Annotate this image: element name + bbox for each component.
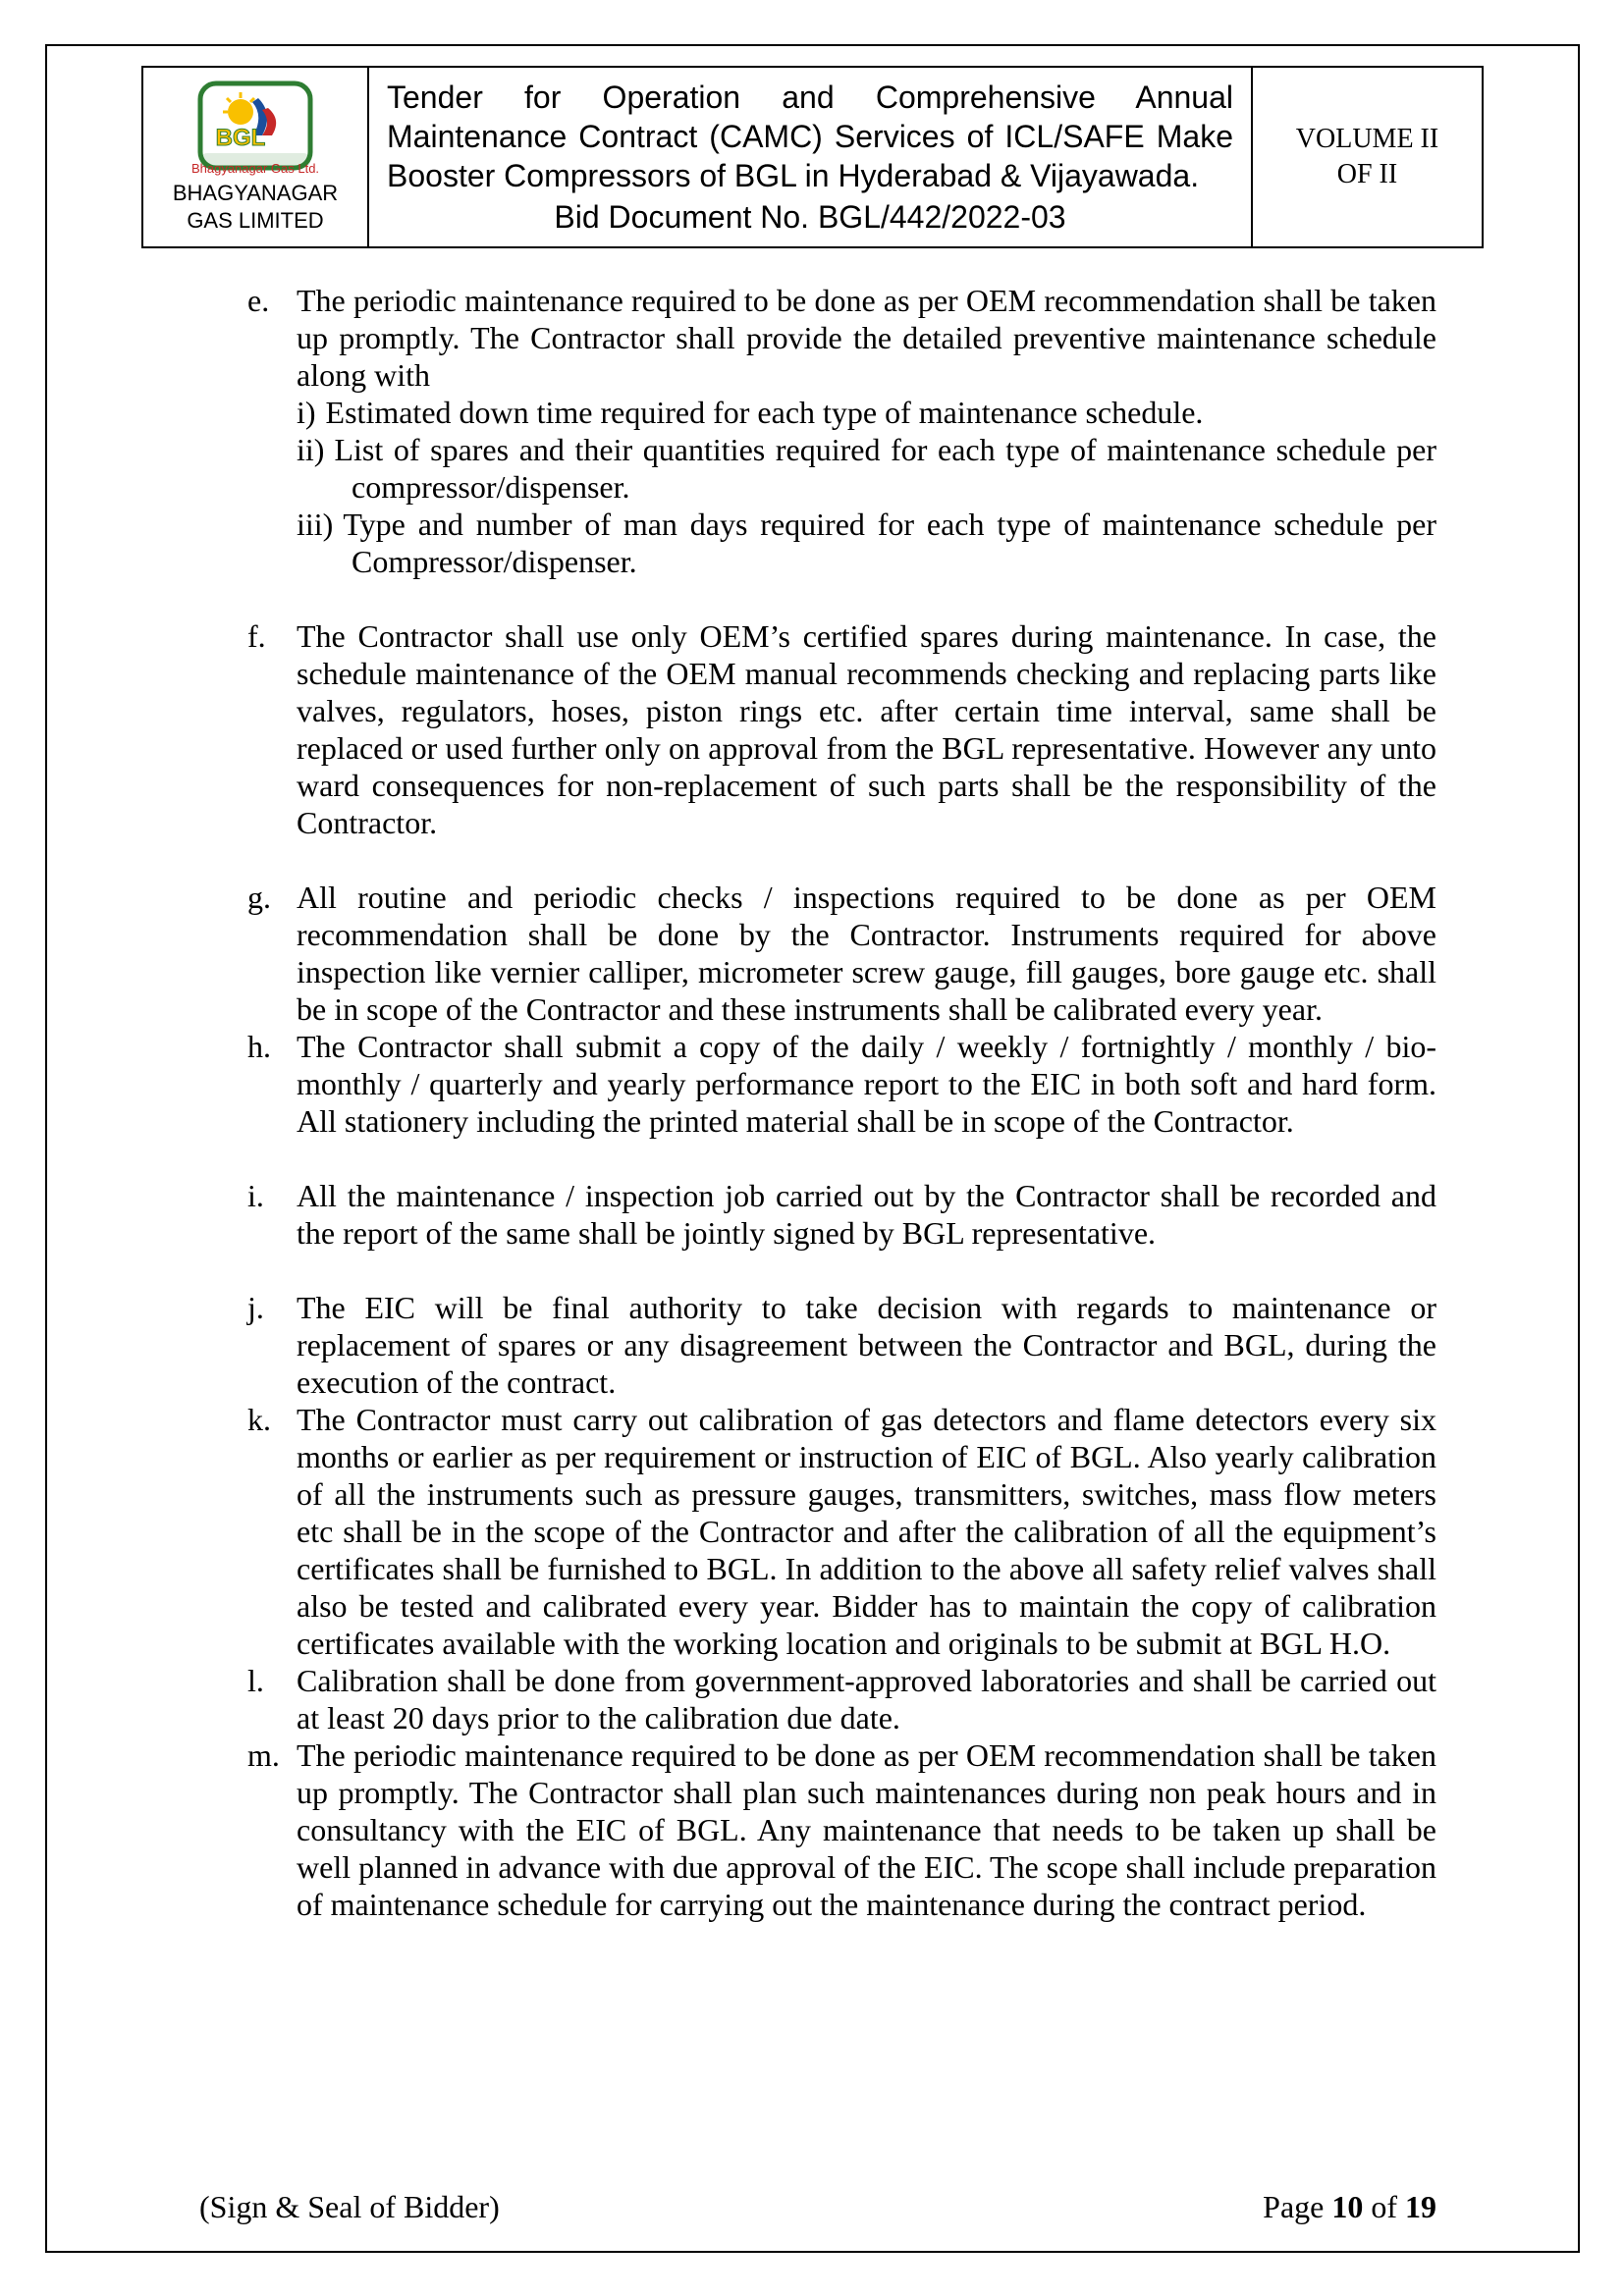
- clause-j: [247, 1289, 1436, 1401]
- clause-row: [247, 1401, 1436, 1662]
- subitem-i: [297, 394, 1436, 431]
- page-total: 19: [1405, 2189, 1436, 2224]
- page-number: 10: [1331, 2189, 1364, 2224]
- clause-label: k.: [247, 1402, 271, 1437]
- page-mid: of: [1363, 2189, 1405, 2224]
- clause-text: All the maintenance / inspection job carried out by the Contractor shall be recorded and the report of the same shall be jointly signed by BGL representative.: [297, 1178, 1436, 1251]
- clause-row: [247, 617, 1436, 841]
- clause-k: [247, 1401, 1436, 1662]
- svg-text:BGL: BGL: [215, 124, 266, 151]
- clause-row: [247, 1177, 1436, 1252]
- subitem-text: Estimated down time required for each type of maintenance schedule.: [325, 395, 1204, 430]
- clause-text: The Contractor must carry out calibration of gas detectors and flame detectors every six months or earlier as per requirement or instruction of EIC of BGL. Also yearly calibration of all the instruments such as pressure gauges, transmitters, switches, mass flow meters etc shall be in the scope of the Contractor and after the calibration of all the equipment’s certificates shall be furnished to BGL. In addition to the above all safety relief valves shall also be tested and calibrated every year. Bidder has to maintain the copy of calibration certificates available with the working location and originals to be submit at BGL H.O.: [297, 1402, 1436, 1661]
- clause-label: e.: [247, 283, 270, 318]
- page-footer: [199, 2188, 1436, 2225]
- clause-l: [247, 1662, 1436, 1736]
- clause-row: [247, 1662, 1436, 1736]
- clause-label: j.: [247, 1290, 264, 1325]
- clause-text: The Contractor shall submit a copy of the daily / weekly / fortnightly / monthly / bio-monthly / quarterly and yearly performance report to the EIC in both soft and hard form. All stationery including the printed material shall be in scope of the Contractor.: [297, 1029, 1436, 1139]
- subitem-iii: [297, 506, 1436, 580]
- clause-row: [247, 1028, 1436, 1140]
- clause-text: All routine and periodic checks / inspections required to be done as per OEM recommendation shall be done by the Contractor. Instruments required for above inspection like vernier calliper, micrometer screw gauge, fill gauges, bore gauge etc. shall be in scope of the Contractor and these instruments shall be calibrated every year.: [297, 880, 1436, 1027]
- clause-label: g.: [247, 880, 271, 915]
- clause-label: l.: [247, 1663, 264, 1698]
- clause-h: [247, 1028, 1436, 1140]
- company-logo: [191, 80, 319, 176]
- clause-label: h.: [247, 1029, 271, 1064]
- org-name: BHAGYANAGAR GAS LIMITED: [172, 180, 339, 233]
- subitem-text: List of spares and their quantities required for each type of maintenance schedule per compressor/dispenser.: [334, 432, 1436, 505]
- clause-text: The periodic maintenance required to be done as per OEM recommendation shall be taken up promptly. The Contractor shall provide the detailed preventive maintenance schedule along with: [297, 283, 1436, 393]
- clause-g: [247, 879, 1436, 1028]
- clause-e: [247, 282, 1436, 580]
- clause-label: f.: [247, 618, 266, 654]
- clause-row: [247, 1736, 1436, 1923]
- clause-row: [247, 879, 1436, 1028]
- volume-label: VOLUME II OF II: [1295, 124, 1439, 189]
- clause-f: [247, 617, 1436, 841]
- page-prefix: Page: [1263, 2189, 1332, 2224]
- subitem-label: ii): [297, 432, 325, 467]
- page-border: [45, 44, 1580, 2253]
- clause-list: [47, 248, 1578, 1923]
- clause-text: The periodic maintenance required to be done as per OEM recommendation shall be taken up promptly. The Contractor shall plan such maintenances during non peak hours and in consultancy with the EIC of BGL. Any maintenance that needs to be taken up shall be well planned in advance with due approval of the EIC. The scope shall include preparation of maintenance schedule for carrying out the maintenance during the contract period.: [297, 1737, 1436, 1922]
- clause-text: The EIC will be final authority to take decision with regards to maintenance or replacement of spares or any disagreement between the Contractor and BGL, during the execution of the contract.: [297, 1290, 1436, 1400]
- header-table: [141, 66, 1484, 248]
- volume-cell: [1252, 67, 1483, 247]
- logo-cell: [142, 67, 368, 247]
- clause-text: Calibration shall be done from government-approved laboratories and shall be carried out at least 20 days prior to the calibration due date.: [297, 1663, 1436, 1735]
- sign-seal-label: (Sign & Seal of Bidder): [199, 2189, 500, 2224]
- subitem-label: iii): [297, 507, 334, 542]
- clause-label: m.: [247, 1737, 280, 1773]
- clause-row: [247, 1289, 1436, 1401]
- document-title: Tender for Operation and Comprehensive Annual Maintenance Contract (CAMC) Services of ICL/SAFE Make Booster Compressors of BGL in Hyderabad & Vijayawada.: [387, 80, 1233, 193]
- page-indicator: [1263, 2188, 1436, 2225]
- clause-e-subitems: [297, 394, 1436, 580]
- clause-i: [247, 1177, 1436, 1252]
- subitem-label: i): [297, 395, 316, 430]
- subitem-text: Type and number of man days required for each type of maintenance schedule per Compressor/dispenser.: [343, 507, 1436, 579]
- clause-label: i.: [247, 1178, 264, 1213]
- logo-caption: Bhagyanagar Gas Ltd.: [190, 160, 320, 176]
- bid-document-number: Bid Document No. BGL/442/2022-03: [554, 199, 1066, 235]
- title-cell: [368, 67, 1252, 247]
- clause-text: The Contractor shall use only OEM’s certified spares during maintenance. In case, the schedule maintenance of the OEM manual recommends checking and replacing parts like valves, regulators, hoses, piston rings etc. after certain time interval, same shall be replaced or used further only on approval from the BGL representative. However any unto ward consequences for non-replacement of such parts shall be the responsibility of the Contractor.: [297, 618, 1436, 840]
- clause-m: [247, 1736, 1436, 1923]
- clause-row: [247, 282, 1436, 394]
- subitem-ii: [297, 431, 1436, 506]
